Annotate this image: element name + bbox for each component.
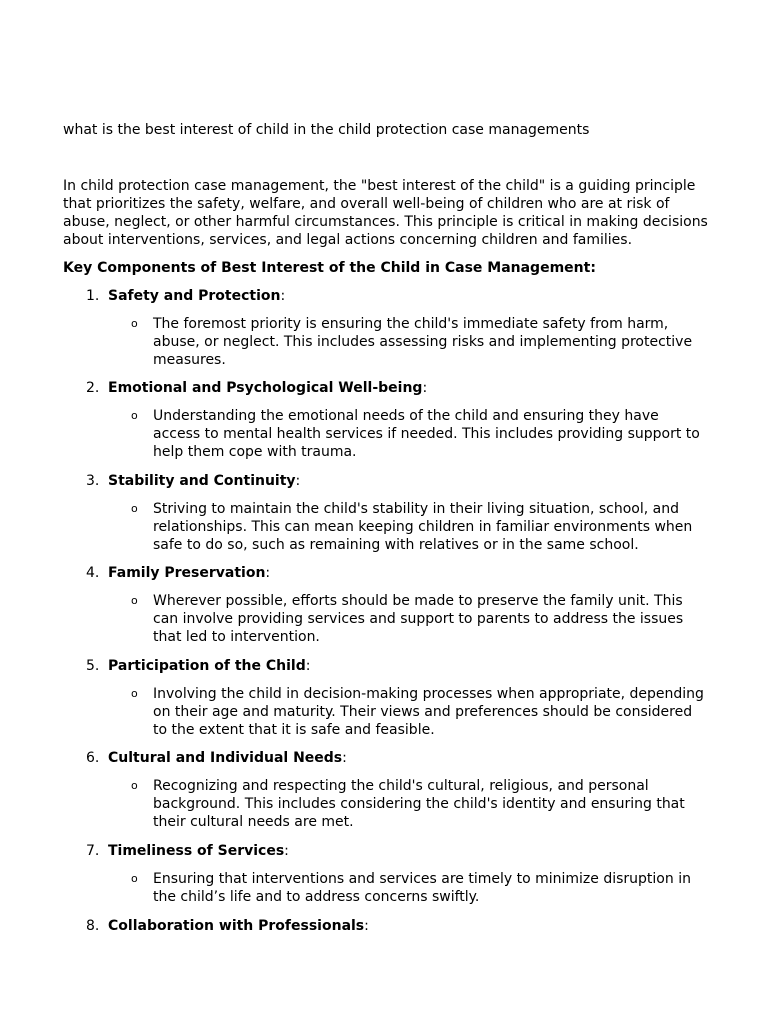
item-title: Family Preservation:	[108, 565, 271, 581]
item-number: 4.	[86, 565, 100, 581]
bullet-icon: o	[131, 502, 138, 515]
item-number: 2.	[86, 380, 100, 396]
intro-paragraph: In child protection case management, the "best interest of the child" is a guiding principle that prioritizes the safety, welfare, and overall well-being of children who are at risk of abuse, neglect, or other harmful circumstances. This principle is critical in making decisions about interventions, services, and legal actions concerning children and families.	[63, 178, 708, 248]
bullet-icon: o	[131, 409, 138, 422]
item-title-text: Collaboration with Professionals	[108, 918, 365, 934]
item-number: 3.	[86, 473, 100, 489]
item-number: 7.	[86, 843, 100, 859]
item-number: 5.	[86, 658, 100, 674]
item-title: Emotional and Psychological Well-being:	[108, 380, 428, 396]
item-title-text: Timeliness of Services	[108, 843, 285, 859]
bullet-icon: o	[131, 872, 138, 885]
item-title: Safety and Protection:	[108, 288, 286, 304]
bullet-icon: o	[131, 594, 138, 607]
item-title: Cultural and Individual Needs:	[108, 750, 347, 766]
item-description: Recognizing and respecting the child's cultural, religious, and personal background. This includes considering the child's identity and ensuring that their cultural needs are met.	[153, 778, 685, 830]
bullet-icon: o	[131, 779, 138, 792]
section-heading: Key Components of Best Interest of the Child in Case Management:	[63, 260, 596, 276]
item-title-text: Emotional and Psychological Well-being	[108, 380, 423, 396]
item-description: Ensuring that interventions and services are timely to minimize disruption in the child’s life and to address concerns swiftly.	[153, 871, 691, 905]
item-title-text: Cultural and Individual Needs	[108, 750, 343, 766]
item-number: 6.	[86, 750, 100, 766]
item-title: Collaboration with Professionals:	[108, 918, 369, 934]
item-title-text: Stability and Continuity	[108, 473, 296, 489]
question-text: what is the best interest of child in the child protection case managements	[63, 122, 590, 138]
item-description: Involving the child in decision-making processes when appropriate, depending on their age and maturity. Their views and preferences should be considered to the extent that it is safe and feasible.	[153, 686, 704, 738]
item-description: The foremost priority is ensuring the child's immediate safety from harm, abuse, or neglect. This includes assessing risks and implementing protective measures.	[153, 316, 693, 368]
bullet-icon: o	[131, 317, 138, 330]
item-title-text: Family Preservation	[108, 565, 266, 581]
item-title: Stability and Continuity:	[108, 473, 301, 489]
item-description: Understanding the emotional needs of the child and ensuring they have access to mental health services if needed. This includes providing support to help them cope with trauma.	[153, 408, 700, 460]
item-description: Wherever possible, efforts should be made to preserve the family unit. This can involve providing services and support to parents to address the issues that led to intervention.	[153, 593, 684, 645]
item-title-text: Participation of the Child	[108, 658, 306, 674]
bullet-icon: o	[131, 687, 138, 700]
item-title: Timeliness of Services:	[108, 843, 289, 859]
item-description: Striving to maintain the child's stability in their living situation, school, and relationships. This can mean keeping children in familiar environments when safe to do so, such as remaining with relatives or in the same school.	[153, 501, 693, 553]
item-number: 1.	[86, 288, 100, 304]
item-number: 8.	[86, 918, 100, 934]
item-title: Participation of the Child:	[108, 658, 311, 674]
item-title-text: Safety and Protection	[108, 288, 281, 304]
